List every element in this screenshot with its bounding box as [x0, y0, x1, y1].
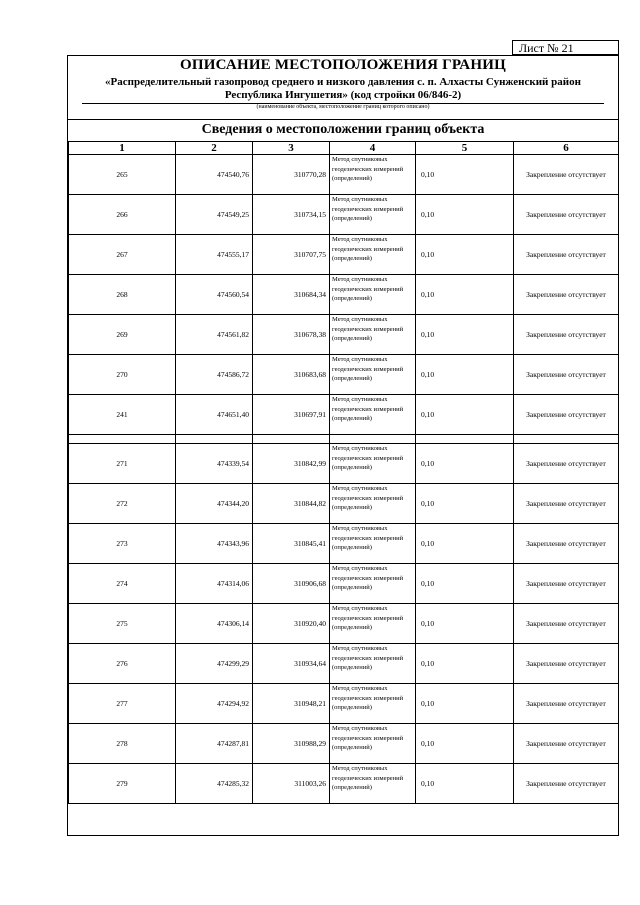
table-row: [69, 355, 619, 395]
accuracy-cell: 0,10: [416, 484, 514, 524]
fixation-cell: Закрепление отсутствует: [514, 355, 619, 395]
method-cell: Метод спутниковых геодезических измерений (определений): [330, 604, 416, 644]
fixation-cell: Закрепление отсутствует: [514, 275, 619, 315]
point-number-cell: 279: [69, 764, 176, 804]
accuracy-cell: 0,10: [416, 764, 514, 804]
x-coordinate-cell: 474343,96: [176, 524, 253, 564]
y-coordinate-cell: 311003,26: [253, 764, 330, 804]
y-coordinate-cell: 310683,68: [253, 355, 330, 395]
coordinates-table: [68, 141, 619, 804]
table-row: [69, 395, 619, 435]
accuracy-cell: 0,10: [416, 355, 514, 395]
x-coordinate-cell: 474560,54: [176, 275, 253, 315]
method-cell: Метод спутниковых геодезических измерений (определений): [330, 235, 416, 275]
y-coordinate-cell: 310920,40: [253, 604, 330, 644]
y-coordinate-cell: 310684,34: [253, 275, 330, 315]
x-coordinate-cell: 474339,54: [176, 444, 253, 484]
accuracy-cell: 0,10: [416, 444, 514, 484]
column-header: 1: [69, 142, 176, 155]
x-coordinate-cell: 474586,72: [176, 355, 253, 395]
method-cell: Метод спутниковых геодезических измерений (определений): [330, 484, 416, 524]
fixation-cell: Закрепление отсутствует: [514, 764, 619, 804]
point-number-cell: 265: [69, 155, 176, 195]
section-title: Сведения о местоположении границ объекта: [201, 122, 485, 137]
accuracy-cell: 0,10: [416, 315, 514, 355]
y-coordinate-cell: 310678,38: [253, 315, 330, 355]
table-row: [69, 564, 619, 604]
y-coordinate-cell: 310707,75: [253, 235, 330, 275]
x-coordinate-cell: 474314,06: [176, 564, 253, 604]
document-title: ОПИСАНИЕ МЕСТОПОЛОЖЕНИЯ ГРАНИЦ: [180, 57, 506, 73]
method-cell: Метод спутниковых геодезических измерений (определений): [330, 444, 416, 484]
accuracy-cell: 0,10: [416, 235, 514, 275]
fixation-cell: Закрепление отсутствует: [514, 604, 619, 644]
fixation-cell: Закрепление отсутствует: [514, 724, 619, 764]
empty-cell: [69, 435, 176, 444]
point-number-cell: 270: [69, 355, 176, 395]
column-header: 5: [416, 142, 514, 155]
fixation-cell: Закрепление отсутствует: [514, 684, 619, 724]
point-number-cell: 273: [69, 524, 176, 564]
table-row: [69, 195, 619, 235]
method-cell: Метод спутниковых геодезических измерений (определений): [330, 195, 416, 235]
accuracy-cell: 0,10: [416, 604, 514, 644]
y-coordinate-cell: 310948,21: [253, 684, 330, 724]
point-number-cell: 277: [69, 684, 176, 724]
fixation-cell: Закрепление отсутствует: [514, 315, 619, 355]
fixation-cell: Закрепление отсутствует: [514, 524, 619, 564]
fixation-cell: Закрепление отсутствует: [514, 195, 619, 235]
document-frame: [67, 55, 619, 836]
sheet-number-label: Лист № 21: [512, 40, 619, 55]
accuracy-cell: 0,10: [416, 275, 514, 315]
x-coordinate-cell: 474299,29: [176, 644, 253, 684]
table-row: [69, 604, 619, 644]
group-separator-row: [69, 435, 619, 444]
accuracy-cell: 0,10: [416, 564, 514, 604]
method-cell: Метод спутниковых геодезических измерений (определений): [330, 564, 416, 604]
empty-cell: [330, 435, 416, 444]
y-coordinate-cell: 310844,82: [253, 484, 330, 524]
accuracy-cell: 0,10: [416, 395, 514, 435]
y-coordinate-cell: 310934,64: [253, 644, 330, 684]
table-row: [69, 235, 619, 275]
x-coordinate-cell: 474561,82: [176, 315, 253, 355]
method-cell: Метод спутниковых геодезических измерений (определений): [330, 275, 416, 315]
point-number-cell: 268: [69, 275, 176, 315]
empty-cell: [416, 435, 514, 444]
x-coordinate-cell: 474344,20: [176, 484, 253, 524]
y-coordinate-cell: 310734,15: [253, 195, 330, 235]
object-name-caption: (наименование объекта, местоположение границ которого описано): [256, 104, 430, 110]
column-header: 3: [253, 142, 330, 155]
point-number-cell: 266: [69, 195, 176, 235]
empty-cell: [253, 435, 330, 444]
y-coordinate-cell: 310845,41: [253, 524, 330, 564]
point-number-cell: 272: [69, 484, 176, 524]
method-cell: Метод спутниковых геодезических измерений (определений): [330, 155, 416, 195]
method-cell: Метод спутниковых геодезических измерений (определений): [330, 764, 416, 804]
point-number-cell: 241: [69, 395, 176, 435]
column-header: 4: [330, 142, 416, 155]
point-number-cell: 275: [69, 604, 176, 644]
table-row: [69, 275, 619, 315]
object-name: «Распределительный газопровод среднего и низкого давления с. п. Алхасты Сунженский район Республика Ингушетия» (код стройки 06/846-2): [105, 76, 581, 101]
accuracy-cell: 0,10: [416, 155, 514, 195]
table-row: [69, 764, 619, 804]
y-coordinate-cell: 310906,68: [253, 564, 330, 604]
x-coordinate-cell: 474294,92: [176, 684, 253, 724]
x-coordinate-cell: 474287,81: [176, 724, 253, 764]
x-coordinate-cell: 474555,17: [176, 235, 253, 275]
table-row: [69, 315, 619, 355]
method-cell: Метод спутниковых геодезических измерений (определений): [330, 395, 416, 435]
fixation-cell: Закрепление отсутствует: [514, 484, 619, 524]
header-divider: [68, 119, 618, 120]
point-number-cell: 269: [69, 315, 176, 355]
accuracy-cell: 0,10: [416, 644, 514, 684]
point-number-cell: 278: [69, 724, 176, 764]
table-row: [69, 524, 619, 564]
x-coordinate-cell: 474285,32: [176, 764, 253, 804]
fixation-cell: Закрепление отсутствует: [514, 564, 619, 604]
point-number-cell: 276: [69, 644, 176, 684]
method-cell: Метод спутниковых геодезических измерений (определений): [330, 684, 416, 724]
method-cell: Метод спутниковых геодезических измерений (определений): [330, 724, 416, 764]
empty-cell: [176, 435, 253, 444]
y-coordinate-cell: 310988,29: [253, 724, 330, 764]
accuracy-cell: 0,10: [416, 195, 514, 235]
fixation-cell: Закрепление отсутствует: [514, 395, 619, 435]
table-row: [69, 444, 619, 484]
method-cell: Метод спутниковых геодезических измерений (определений): [330, 644, 416, 684]
fixation-cell: Закрепление отсутствует: [514, 235, 619, 275]
method-cell: Метод спутниковых геодезических измерений (определений): [330, 315, 416, 355]
accuracy-cell: 0,10: [416, 684, 514, 724]
y-coordinate-cell: 310842,99: [253, 444, 330, 484]
column-header: 6: [514, 142, 619, 155]
empty-cell: [514, 435, 619, 444]
column-header: 2: [176, 142, 253, 155]
point-number-cell: 271: [69, 444, 176, 484]
table-row: [69, 684, 619, 724]
method-cell: Метод спутниковых геодезических измерений (определений): [330, 355, 416, 395]
table-row: [69, 724, 619, 764]
x-coordinate-cell: 474306,14: [176, 604, 253, 644]
table-row: [69, 155, 619, 195]
table-header-row: [69, 142, 619, 155]
y-coordinate-cell: 310697,91: [253, 395, 330, 435]
x-coordinate-cell: 474540,76: [176, 155, 253, 195]
y-coordinate-cell: 310770,28: [253, 155, 330, 195]
fixation-cell: Закрепление отсутствует: [514, 155, 619, 195]
table-row: [69, 484, 619, 524]
x-coordinate-cell: 474651,40: [176, 395, 253, 435]
fixation-cell: Закрепление отсутствует: [514, 444, 619, 484]
point-number-cell: 267: [69, 235, 176, 275]
accuracy-cell: 0,10: [416, 724, 514, 764]
accuracy-cell: 0,10: [416, 524, 514, 564]
x-coordinate-cell: 474549,25: [176, 195, 253, 235]
table-row: [69, 644, 619, 684]
method-cell: Метод спутниковых геодезических измерений (определений): [330, 524, 416, 564]
fixation-cell: Закрепление отсутствует: [514, 644, 619, 684]
point-number-cell: 274: [69, 564, 176, 604]
